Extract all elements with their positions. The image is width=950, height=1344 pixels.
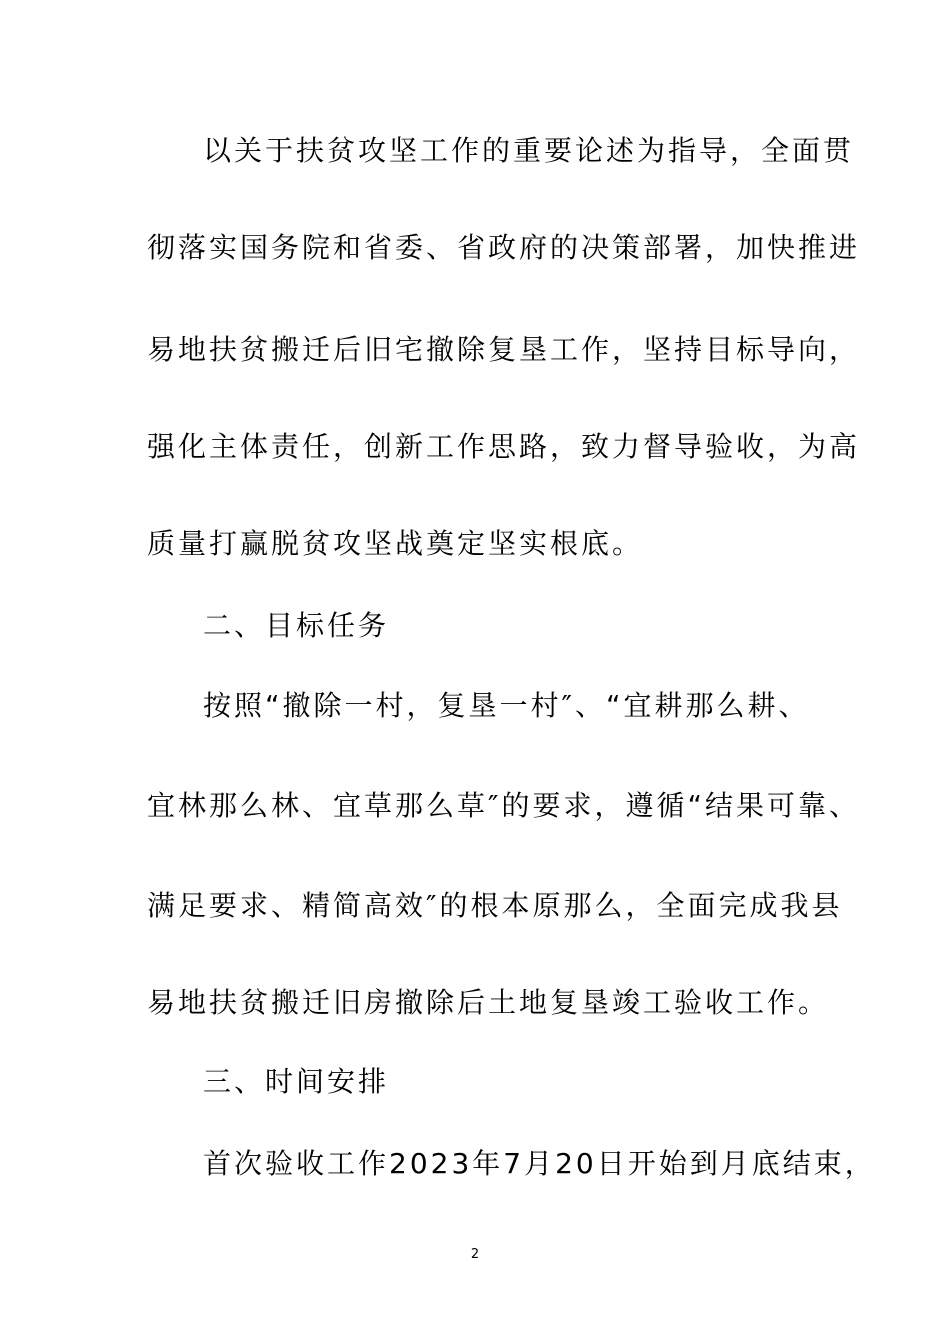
section-heading-schedule: 三、时间安排 (203, 1065, 390, 1098)
section-heading-targets: 二、目标任务 (203, 609, 390, 642)
paragraph-line-6: 按照“撤除一村，复垦一村″、“宜耕那么耕、 (203, 689, 810, 722)
paragraph-line-1: 以关于扶贫攻坚工作的重要论述为指导，全面贯 (203, 134, 855, 167)
paragraph-line-9: 易地扶贫搬迁旧房撤除后土地复垦竣工验收工作。 (147, 986, 830, 1019)
paragraph-line-3: 易地扶贫搬迁后旧宅撤除复垦工作，坚持目标导向， (147, 333, 861, 366)
paragraph-line-8: 满足要求、精简高效″的根本原那么，全面完成我县 (147, 889, 843, 922)
paragraph-line-10: 首次验收工作2023年7月20日开始到月底结束， (203, 1147, 876, 1180)
paragraph-line-4: 强化主体责任，创新工作思路，致力督导验收，为高 (147, 430, 861, 463)
paragraph-line-5: 质量打赢脱贫攻坚战奠定坚实根底。 (147, 527, 644, 560)
paragraph-line-7: 宜林那么林、宜草那么草″的要求，遵循“结果可靠、 (147, 789, 860, 822)
paragraph-line-2: 彻落实国务院和省委、省政府的决策部署，加快推进 (147, 231, 861, 264)
page-number: 2 (470, 1247, 480, 1262)
